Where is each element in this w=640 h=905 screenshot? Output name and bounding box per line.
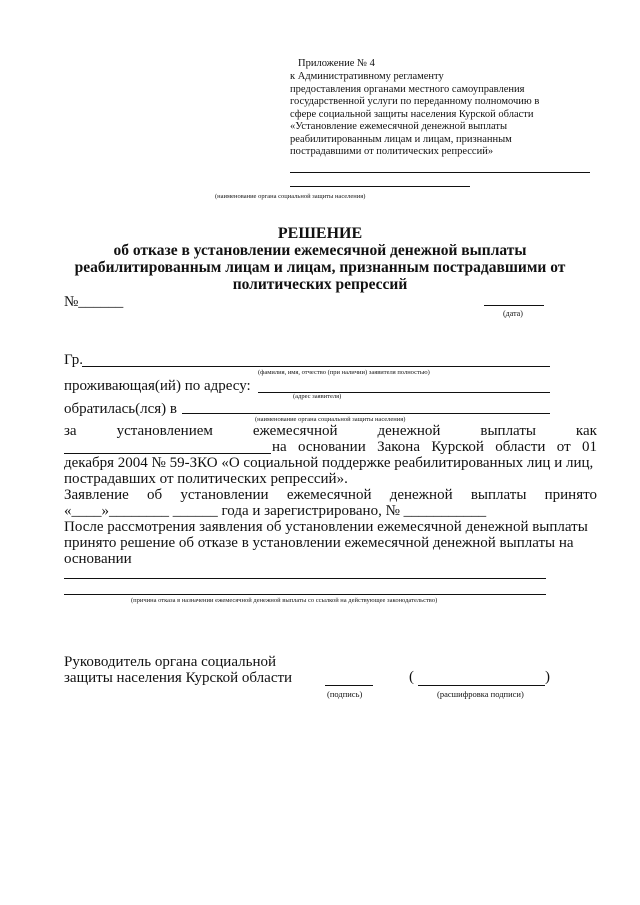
signatory-title: Руководитель органа социальной bbox=[64, 654, 276, 670]
document-subtitle: политических репрессий bbox=[232, 276, 408, 293]
word: ежемесячной bbox=[252, 423, 338, 439]
appendix-line: реабилитированным лицам и лицам, признанным bbox=[290, 134, 512, 145]
registration-line[interactable]: «____»________ ______ года и зарегистрировано, № ___________ bbox=[64, 503, 487, 519]
basis-blank-line[interactable] bbox=[64, 453, 271, 454]
applied-label: обратилась(лся) в bbox=[64, 401, 177, 417]
paragraph-3-line: основании bbox=[64, 551, 132, 567]
word: Заявление bbox=[64, 487, 129, 503]
citizen-name-line[interactable] bbox=[82, 366, 550, 367]
paragraph-1-line: пострадавших от политических репрессий». bbox=[64, 471, 348, 487]
decoding-caption: (расшифровка подписи) bbox=[437, 689, 524, 699]
appendix-line: сфере социальной защиты населения Курской области bbox=[290, 109, 534, 120]
word: ежемесячной bbox=[286, 487, 372, 503]
signature-line[interactable] bbox=[325, 685, 373, 686]
reason-caption: (причина отказа в назначении ежемесячной денежной выплаты со ссылкой на действующее законодательство) bbox=[131, 597, 438, 604]
word: как bbox=[575, 423, 597, 439]
paragraph-1-line: на основании Закона Курской области от 01 bbox=[272, 439, 597, 455]
address-caption: (адрес заявителя) bbox=[293, 393, 342, 400]
paragraph-1-line: декабря 2004 № 59-ЗКО «О социальной поддержке реабилитированных лиц и лиц, bbox=[64, 455, 594, 471]
decision-number[interactable]: №______ bbox=[64, 294, 124, 310]
reason-line-2[interactable] bbox=[64, 594, 546, 595]
paragraph-2-row bbox=[64, 487, 597, 503]
organ-caption: (наименование органа социальной защиты населения) bbox=[215, 193, 366, 200]
word: принято bbox=[544, 487, 597, 503]
word: за bbox=[64, 423, 77, 439]
reason-line-1[interactable] bbox=[64, 578, 546, 579]
paragraph-3-line: принято решение об отказе в установлении ежемесячной денежной выплаты на bbox=[64, 535, 574, 551]
document-heading: РЕШЕНИЕ bbox=[277, 225, 363, 242]
word: денежной bbox=[389, 487, 453, 503]
appendix-line: к Административному регламенту bbox=[290, 71, 444, 82]
signature-caption: (подпись) bbox=[327, 689, 363, 699]
appendix-line: «Установление ежемесячной денежной выплаты bbox=[290, 121, 508, 132]
word: денежной bbox=[377, 423, 441, 439]
decoding-paren-close: ) bbox=[545, 669, 550, 685]
appendix-title: Приложение № 4 bbox=[298, 58, 375, 69]
word: установлением bbox=[116, 423, 213, 439]
appendix-line: пострадавшими от политических репрессий» bbox=[290, 146, 494, 157]
appendix-line: предоставления органами местного самоуправления bbox=[290, 84, 525, 95]
applied-organ-line[interactable] bbox=[182, 413, 550, 414]
document-subtitle: реабилитированным лицам и лицам, признанным пострадавшими от bbox=[74, 259, 566, 276]
word: установлении bbox=[180, 487, 269, 503]
applied-caption: (наименование органа социальной защиты населения) bbox=[255, 416, 406, 423]
word: выплаты bbox=[470, 487, 527, 503]
citizen-caption: (фамилия, имя, отчество (при наличии) заявителя полностью) bbox=[258, 369, 430, 376]
organ-blank-line[interactable] bbox=[290, 172, 590, 173]
word: выплаты bbox=[480, 423, 536, 439]
date-caption: (дата) bbox=[503, 309, 523, 318]
organ-blank-line-2[interactable] bbox=[290, 186, 470, 187]
paragraph-1-row bbox=[64, 423, 597, 439]
paragraph-3-line: После рассмотрения заявления об установлении ежемесячной денежной выплаты bbox=[64, 519, 588, 535]
signatory-title: защиты населения Курской области bbox=[64, 670, 293, 686]
decoding-paren-open: ( bbox=[409, 669, 414, 685]
citizen-label: Гр. bbox=[64, 352, 83, 368]
word: об bbox=[147, 487, 163, 503]
document-subtitle: об отказе в установлении ежемесячной денежной выплаты bbox=[113, 242, 527, 259]
address-label: проживающая(ий) по адресу: bbox=[64, 378, 251, 394]
date-blank-line[interactable] bbox=[484, 305, 544, 306]
appendix-line: государственной услуги по переданному полномочию в bbox=[290, 96, 540, 107]
decoding-line[interactable] bbox=[418, 685, 545, 686]
